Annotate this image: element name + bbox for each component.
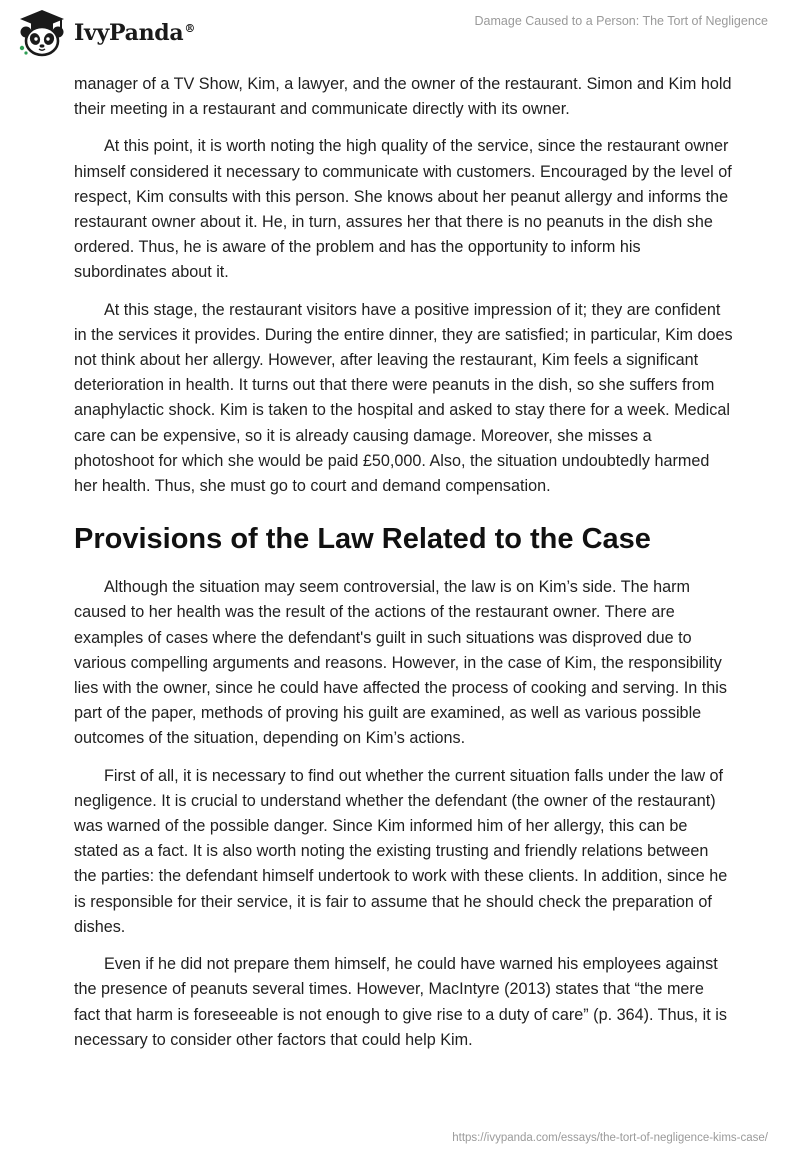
- page-header: [0, 0, 800, 70]
- document-title: Damage Caused to a Person: The Tort of Negligence: [474, 14, 768, 28]
- paragraph-4: Although the situation may seem controversial, the law is on Kim’s side. The harm caused to her health was the result of the actions of the restaurant owner. There are examples of cases where the defendant's guilt in such situations was disproved due to various compelling arguments and reasons. However, in the case of Kim, the responsibility lies with the owner, since he could have affected the process of cooking and serving. In this part of the paper, methods of proving his guilt are examined, as well as various possible outcomes of the situation, depending on Kim’s actions.: [74, 578, 727, 748]
- paragraph-3: At this stage, the restaurant visitors have a positive impression of it; they are confident in the services it provides. During the entire dinner, they are satisfied; in particular, Kim does not think about her allergy. However, after leaving the restaurant, Kim feels a significant deterioration in health. It turns out that there were peanuts in the dish, so she suffers from anaphylactic shock. Kim is taken to the hospital and asked to stay there for a week. Medical care can be expensive, so it is already causing damage. Moreover, she misses a photoshoot for which she would be paid £50,000. Also, the situation undoubtedly harmed her health. Thus, she must go to court and demand compensation.: [74, 300, 733, 496]
- article-body: [74, 72, 734, 1065]
- section-heading: Provisions of the Law Related to the Case: [74, 523, 651, 556]
- brand-name: IvyPanda®: [74, 20, 196, 46]
- paragraph-1: manager of a TV Show, Kim, a lawyer, and the owner of the restaurant. Simon and Kim hold their meeting in a restaurant and communicate directly with its owner.: [74, 75, 732, 119]
- paragraph-2: At this point, it is worth noting the high quality of the service, since the restaurant owner himself considered it necessary to communicate with customers. Encouraged by the level of respect, Kim consults with this person. She knows about her peanut allergy and informs the restaurant owner about it. He, in turn, assures her that there is no peanuts in the dish she ordered. Thus, he is aware of the problem and has the opportunity to inform his subordinates about it.: [74, 137, 732, 282]
- source-url[interactable]: https://ivypanda.com/essays/the-tort-of-negligence-kims-case/: [452, 1132, 768, 1144]
- paragraph-5: First of all, it is necessary to find out whether the current situation falls under the law of negligence. It is crucial to understand whether the defendant (the owner of the restaurant) was warned of the possible danger. Since Kim informed him of her allergy, this can be stated as a fact. It is also worth noting the existing trusting and friendly relations between the parties: the defendant himself undertook to work with these clients. In addition, since he is responsible for their service, it is fair to assume that he should check the preparation of dishes.: [74, 766, 728, 936]
- panda-logo-icon: [16, 8, 68, 58]
- brand-logo[interactable]: [16, 8, 195, 58]
- paragraph-6: Even if he did not prepare them himself, he could have warned his employees against the presence of peanuts several times. However, MacIntyre (2013) states that “the mere fact that harm is foreseeable is not enough to give rise to a duty of care” (p. 364). Thus, it is necessary to consider other factors that could help Kim.: [74, 955, 727, 1049]
